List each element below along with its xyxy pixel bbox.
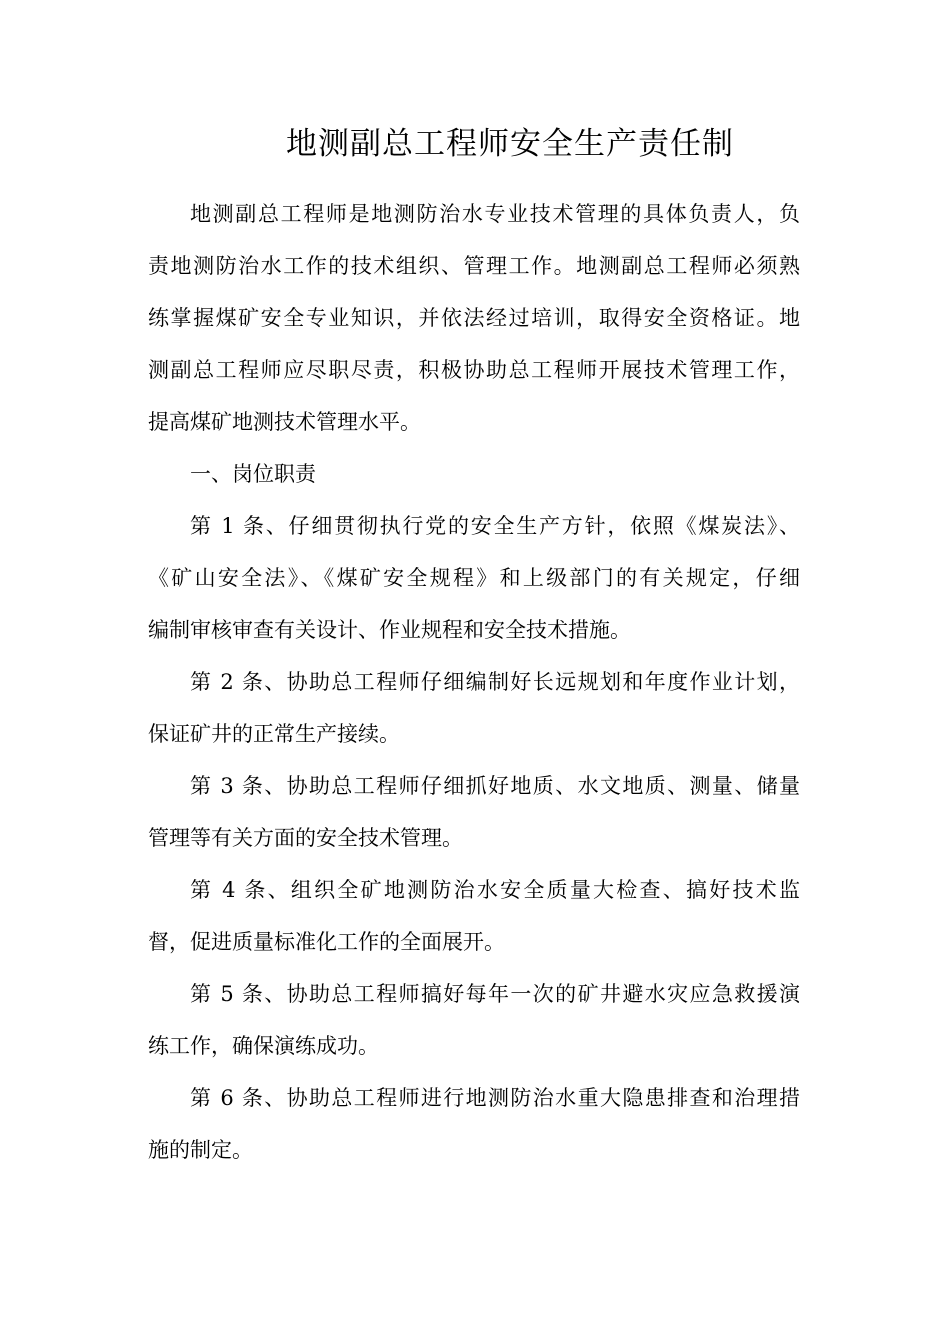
paragraph-intro — [148, 188, 800, 448]
text-line: 测副总工程师应尽职尽责，积极协助总工程师开展技术管理工作， — [148, 358, 800, 382]
text-line: 提高煤矿地测技术管理水平。 — [148, 410, 421, 434]
article-2 — [148, 656, 800, 760]
text-line: 地测副总工程师是地测防治水专业技术管理的具体负责人，负 — [190, 202, 800, 226]
article-1 — [148, 500, 800, 656]
text-line: 第 3 条、协助总工程师仔细抓好地质、水文地质、测量、储量 — [190, 774, 800, 798]
article-3 — [148, 760, 800, 864]
text-line: 一、岗位职责 — [190, 462, 316, 486]
text-line: 编制审核审查有关设计、作业规程和安全技术措施。 — [148, 618, 631, 642]
article-5 — [148, 968, 800, 1072]
text-line: 责地测防治水工作的技术组织、管理工作。地测副总工程师必须熟 — [148, 254, 800, 278]
text-line: 施的制定。 — [148, 1138, 253, 1162]
text-line: 第 2 条、协助总工程师仔细编制好长远规划和年度作业计划， — [190, 670, 800, 694]
text-line: 练工作，确保演练成功。 — [148, 1034, 379, 1058]
text-line: 练掌握煤矿安全专业知识，并依法经过培训，取得安全资格证。地 — [148, 306, 800, 330]
text-line: 第 5 条、协助总工程师搞好每年一次的矿井避水灾应急救援演 — [190, 982, 800, 1006]
section-heading — [148, 448, 800, 500]
text-line: 《矿山安全法》、《煤矿安全规程》和上级部门的有关规定，仔细 — [148, 566, 800, 590]
document-title: 地测副总工程师安全生产责任制 — [286, 126, 734, 162]
text-line: 第 1 条、仔细贯彻执行党的安全生产方针，依照《煤炭法》、 — [190, 514, 800, 538]
text-line: 第 4 条、组织全矿地测防治水安全质量大检查、搞好技术监 — [190, 878, 800, 902]
text-line: 第 6 条、协助总工程师进行地测防治水重大隐患排查和治理措 — [190, 1086, 800, 1110]
text-line: 保证矿井的正常生产接续。 — [148, 722, 400, 746]
document-body — [148, 188, 800, 1176]
article-6 — [148, 1072, 800, 1176]
text-line: 督，促进质量标准化工作的全面展开。 — [148, 930, 505, 954]
article-4 — [148, 864, 800, 968]
text-line: 管理等有关方面的安全技术管理。 — [148, 826, 463, 850]
